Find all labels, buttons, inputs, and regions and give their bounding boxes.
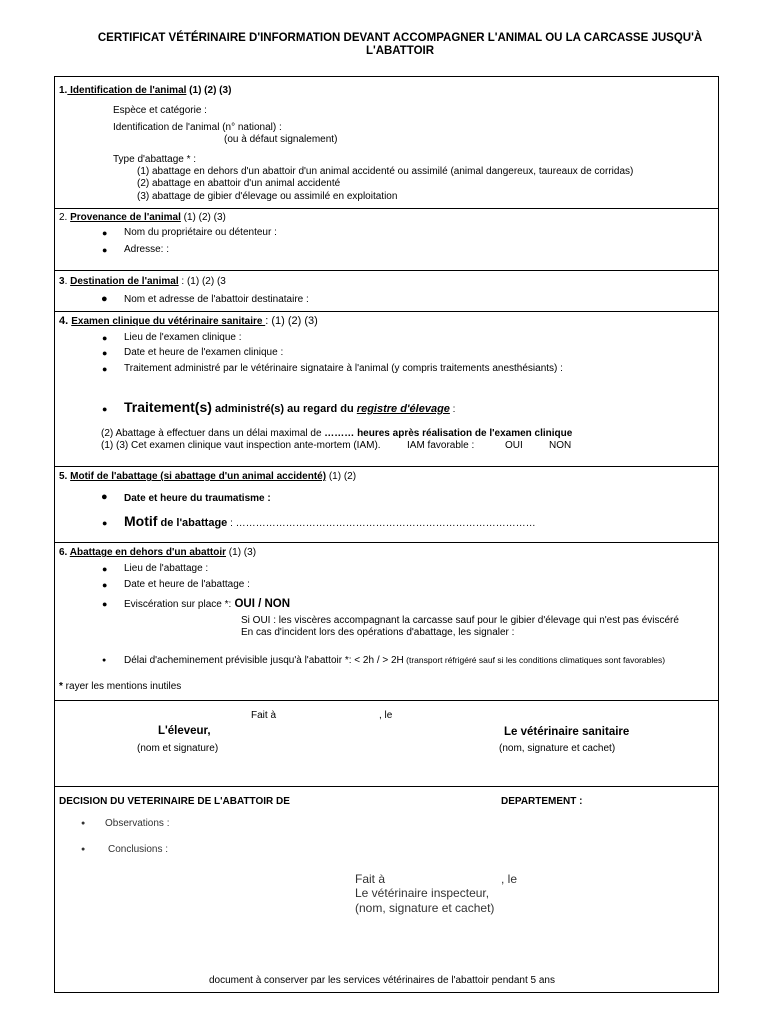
bullet-icon: ● [102,580,108,590]
section-3-number: 3 [59,276,65,287]
section-2-title: Provenance de l'animal [70,212,181,223]
section-motif-abattage [55,467,718,543]
bullet-icon: ● [102,518,108,528]
type-option-3: (3) abattage de gibier d'élevage ou assimilé en exploitation [137,191,398,202]
bullet-icon: ● [101,293,108,305]
section-5-heading [59,471,356,483]
evisceration-label [124,598,290,611]
title-line-1: CERTIFICAT VÉTÉRINAIRE D'INFORMATION DEVANT ACCOMPAGNER L'ANIMAL OU LA CARCASSE JUSQU'À [97,32,703,44]
date-traumatisme-label: Date et heure du traumatisme : [124,493,271,504]
type-option-1: (1) abattage en dehors d'un abattoir d'un animal accidenté ou assimilé (animal dangereux, taureaux de corridas) [137,166,634,177]
section-3-title: Destination de l'animal [70,276,179,287]
section-5-number: 5. [59,471,71,482]
eleveur-heading: L'éleveur, [158,725,211,737]
delai-note: (transport réfrigéré sauf si les conditions climatiques sont favorables) [403,655,666,665]
section-5-refs: (1) (2) [326,471,357,482]
section-6-number: 6. [59,547,70,558]
section-decision [55,787,718,994]
evisceration-text: Eviscération sur place *: [124,599,232,610]
bullet-icon: ● [102,599,108,609]
section-2-heading [59,212,226,224]
section-2-number: 2. [59,212,71,223]
type-abattage-label: Type d'abattage * : [113,154,197,165]
registre-elevage: registre d'élevage [356,403,450,415]
section-provenance [55,209,718,271]
date-abattage-label: Date et heure de l'abattage : [124,579,250,590]
delai-text: Délai d'acheminement prévisible jusqu'à l'abattoir *: < 2h / > 2H [124,655,404,666]
traitement-end: : [449,404,456,415]
adresse-label: Adresse: : [124,244,170,255]
iam-label: (1) (3) Cet examen clinique vaut inspection ante-mortem (IAM). [101,440,381,451]
abattoir-destinataire-label: Nom et adresse de l'abattoir destinataire : [124,294,309,305]
motif-mid: de l'abattage [157,517,228,529]
section-5-title: Motif de l'abattage (si abattage d'un animal accidenté) [70,471,327,482]
bullet-icon: ● [101,491,108,503]
bullet-icon: ● [102,333,108,343]
section-3-refs: : (1) (2) (3 [178,276,226,287]
section-6-title: Abattage en dehors d'un abattoir [69,547,227,558]
traitement-administre-label: Traitement administré par le vétérinaire signataire à l'animal (y compris traitements anesthésiants) : [124,363,563,374]
observations-label: Observations : [105,818,170,829]
eleveur-signature-note: (nom et signature) [137,743,219,754]
decision-fait-a: Fait à [355,872,386,886]
type-option-2: (2) abattage en abattoir d'un animal accidenté [137,178,341,189]
title-line-2: L'ABATTOIR [365,45,435,57]
section-6-heading [59,547,256,559]
fait-a-label: Fait à [251,710,277,721]
decision-le: , le [501,872,518,886]
veterinaire-signature-note: (nom, signature et cachet) [499,743,616,754]
identification-label: Identification de l'animal (n° national) : [113,122,282,133]
section-4-number: 4. [59,315,72,327]
lieu-abattage-label: Lieu de l'abattage : [124,563,209,574]
veterinaire-inspecteur-note: (nom, signature et cachet) [355,901,495,915]
bullet-icon: ● [102,564,108,574]
bullet-icon: ● [81,820,86,827]
certificate-frame [54,76,719,993]
bullet-icon: ● [102,348,108,358]
conclusions-label: Conclusions : [108,844,169,855]
delai-a: (2) Abattage à effectuer dans un délai maximal de [101,428,325,439]
section-3-heading [59,276,226,288]
bullet-icon: ● [102,228,108,238]
rayer-text: rayer les mentions inutiles [62,681,182,692]
bullet-icon: ● [102,657,107,664]
delai-b: ……… heures après réalisation de l'examen clinique [324,428,573,439]
section-4-heading [59,315,318,328]
section-1-heading [59,85,231,97]
section-examen-clinique [55,312,718,467]
identification-sub: (ou à défaut signalement) [224,134,338,145]
star-mark: * [59,681,63,692]
section-1-title: Identification de l'animal [67,85,187,96]
traitement-big: Traitement(s) [124,399,212,415]
traitement-mid: administré(s) au regard du [211,403,357,415]
bullet-icon: ● [102,404,108,414]
iam-favorable-label: IAM favorable : [407,440,475,451]
evisceration-options: OUI / NON [231,598,291,610]
le-label: , le [379,710,393,721]
section-abattage-hors-abattoir [55,543,718,701]
section-4-refs: : (1) (2) (3) [265,315,318,327]
rayer-mentions-note [59,681,181,693]
section-1-number: 1. [59,85,68,96]
section-1-refs: (1) (2) (3) [186,85,232,96]
incident-text: En cas d'incident lors des opérations d'abattage, les signaler : [241,627,515,638]
departement-label: DEPARTEMENT : [501,796,583,807]
veterinaire-heading: Le vétérinaire sanitaire [504,726,630,738]
motif-abattage-label [124,512,536,533]
lieu-examen-label: Lieu de l'examen clinique : [124,332,242,343]
espece-label: Espèce et catégorie : [113,105,207,116]
section-signatures [55,701,718,787]
si-oui-text: Si OUI : les viscères accompagnant la carcasse sauf pour le gibier d'élevage qui n'est pas éviscéré [241,615,679,626]
delai-abattage-label [101,428,572,440]
iam-non: NON [549,440,572,451]
bullet-icon: ● [102,245,108,255]
delai-acheminement-label [124,654,665,667]
veterinaire-inspecteur-label: Le vétérinaire inspecteur, [355,886,490,900]
section-4-title: Examen clinique du vétérinaire sanitaire [71,316,266,327]
bullet-icon: ● [102,364,108,374]
section-6-refs: (1) (3) [226,547,257,558]
motif-end: : ……………………………………………………………………………… [227,518,536,529]
proprietaire-label: Nom du propriétaire ou détenteur : [124,227,277,238]
footer-note: document à conserver par les services vétérinaires de l'abattoir pendant 5 ans [209,975,555,986]
bullet-icon: ● [81,846,86,853]
iam-oui: OUI [505,440,523,451]
section-2-refs: (1) (2) (3) [180,212,226,223]
date-examen-label: Date et heure de l'examen clinique : [124,347,284,358]
decision-heading: DECISION DU VETERINAIRE DE L'ABATTOIR DE [59,796,290,807]
section-destination [55,271,718,312]
section-3-sep: . [64,276,71,287]
traitement-registre-label [124,398,455,419]
document-title [60,32,740,58]
section-identification [55,77,718,209]
motif-big: Motif [124,513,158,529]
